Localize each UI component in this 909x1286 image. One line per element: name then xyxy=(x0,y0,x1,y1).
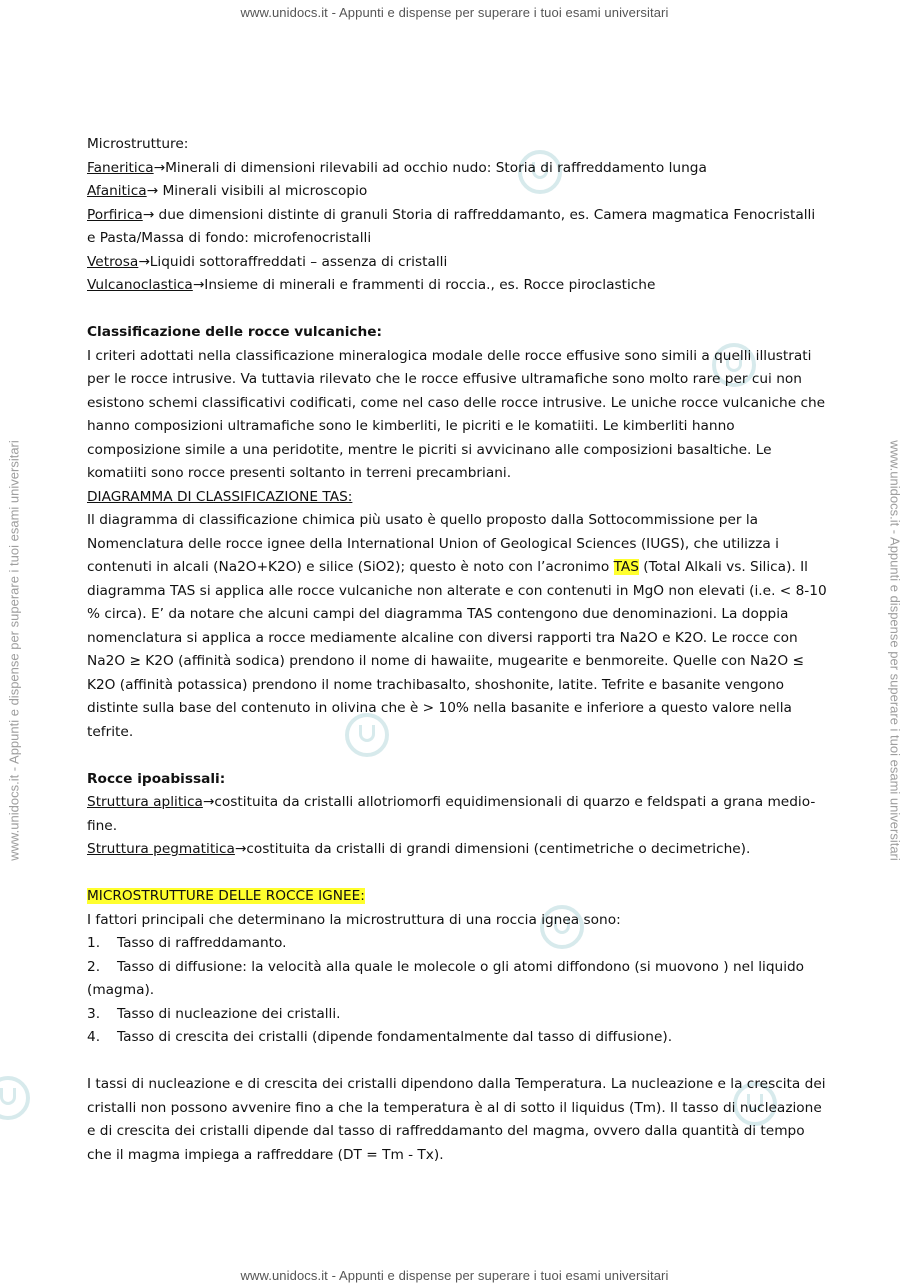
porfirica-term: Porfirica xyxy=(87,206,143,223)
volcanic-classification-paragraph: I criteri adottati nella classificazione mineralogica modale delle rocce effusive sono simili a quelli illustrati per le rocce intrusive. Va tuttavia rilevato che le rocce effusive ultramafiche sono molto rare per cui non esistono schemi classificativi codificati, come nel caso delle rocce intrusive. Le uniche rocce vulcaniche che hanno composizioni ultramafiche sono le kimberliti, le picriti e le komatiiti. Le kimberliti hanno composizione simile a una peridotite, mentre le picriti si avvicinano alle composizioni basaltiche. Le komatiiti sono rocce presenti soltanto in terreni precambriani. xyxy=(87,347,826,481)
temperature-paragraph: I tassi di nucleazione e di crescita dei cristalli dipendono dalla Temperatura. La nucleazione e la crescita dei cristalli non possono avvenire fino a che la temperatura è al di sotto il liquidus (Tm). Il tasso di nucleazione e di crescita dei cristalli dipende dal tasso di raffreddamanto del magma, ovvero dalla quantità di tempo che il magma impiega a raffreddare (DT = Tm - Tx). xyxy=(87,1076,826,1163)
page-header-watermark: www.unidocs.it - Appunti e dispense per superare i tuoi esami universitari xyxy=(240,5,669,20)
vulcanoclastica-line xyxy=(87,274,827,298)
afanitica-text: → Minerali visibili al microscopio xyxy=(146,183,368,199)
vetrosa-term: Vetrosa xyxy=(87,253,139,270)
aplitica-line xyxy=(87,791,827,838)
faneritica-line xyxy=(87,157,827,181)
igneous-microstructures-title: MICROSTRUTTURE DELLE ROCCE IGNEE: xyxy=(87,888,365,904)
hypabyssal-title: Rocce ipoabissali: xyxy=(87,770,226,787)
list-number: 1. xyxy=(87,935,101,951)
list-text: Tasso di nucleazione dei cristalli. xyxy=(117,1005,341,1022)
porfirica-text: → due dimensioni distinte di granuli Storia di raffreddamanto, es. Camera magmatica Fenocristalli e Pasta/Massa di fondo: microfenocristalli xyxy=(87,206,816,246)
list-number: 4. xyxy=(87,1029,101,1045)
document-body xyxy=(87,133,827,1167)
pegmatitica-text: →costituita da cristalli di grandi dimensioni (centimetriche o decimetriche). xyxy=(234,841,751,857)
vetrosa-text: →Liquidi sottoraffreddati – assenza di cristalli xyxy=(138,253,448,270)
volcanic-classification-title: Classificazione delle rocce vulcaniche: xyxy=(87,324,383,340)
afanitica-term: Afanitica xyxy=(87,183,147,199)
faneritica-text: →Minerali di dimensioni rilevabili ad occhio nudo: Storia di raffreddamento lunga xyxy=(153,159,707,176)
side-watermark-right: www.unidocs.it - Appunti e dispense per superare i tuoi esami universitari xyxy=(887,440,903,861)
pegmatitica-term: Struttura pegmatitica xyxy=(87,841,235,857)
igneous-intro: I fattori principali che determinano la microstruttura di una roccia ignea sono: xyxy=(87,911,621,928)
tas-diagram-title: DIAGRAMMA DI CLASSIFICAZIONE TAS: xyxy=(87,488,353,505)
list-number: 2. xyxy=(87,958,101,975)
tas-highlight: TAS xyxy=(613,559,639,575)
list-text: Tasso di crescita dei cristalli (dipende fondamentalmente dal tasso di diffusione). xyxy=(117,1029,673,1045)
list-text: Tasso di diffusione: la velocità alla quale le molecole o gli atomi diffondono (si muovono ) nel liquido (magma). xyxy=(87,958,805,998)
tas-text-after: (Total Alkali vs. Silica). Il diagramma TAS si applica alle rocce vulcaniche non alterate e con contenuti in MgO non elevati (i.e. < 8-10 % circa). E’ da notare che alcuni campi del diagramma TAS contengono due denominazioni. La doppia nomenclatura si applica a rocce mediamente alcaline con diversi rapporti tra Na2O e K2O. Le rocce con Na2O ≥ K2O (affinità sodica) prendono il nome di hawaiite, mugearite e benmoreite. Quelle con Na2O ≤ K2O (affinità potassica) prendono il nome trachibasalto, shoshonite, latite. Tefrite e basanite vengono distinte sulla base del contenuto in olivina che è > 10% nella basanite e inferiore a questo valore nella tefrite. xyxy=(87,559,827,740)
list-item xyxy=(87,956,827,1003)
aplitica-term: Struttura aplitica xyxy=(87,794,203,810)
list-item xyxy=(87,1026,827,1050)
igneous-microstructures-title-line xyxy=(87,885,827,909)
page-footer-watermark: www.unidocs.it - Appunti e dispense per superare i tuoi esami universitari xyxy=(240,1268,669,1283)
list-number: 3. xyxy=(87,1005,101,1022)
afanitica-line xyxy=(87,180,827,204)
list-item xyxy=(87,1003,827,1027)
side-watermark-left: www.unidocs.it - Appunti e dispense per superare i tuoi esami universitari xyxy=(6,440,22,861)
list-text: Tasso di raffreddamanto. xyxy=(117,935,287,951)
tas-paragraph xyxy=(87,509,827,744)
list-item xyxy=(87,932,827,956)
vulcanoclastica-text: →Insieme di minerali e frammenti di roccia., es. Rocce piroclastiche xyxy=(192,277,656,293)
vetrosa-line xyxy=(87,251,827,275)
pegmatitica-line xyxy=(87,838,827,862)
tas-text-before: Il diagramma di classificazione chimica più usato è quello proposto dalla Sottocommissione per la Nomenclatura delle rocce ignee della International Union of Geological Sciences (IUGS), che utilizza i contenuti in alcali (Na2O+K2O) e silice (SiO2); questo è noto con l’acronimo xyxy=(87,512,779,575)
microstructures-title: Microstrutture: xyxy=(87,136,189,152)
watermark-logo-icon xyxy=(0,1076,30,1120)
porfirica-line xyxy=(87,204,827,251)
aplitica-text: →costituita da cristalli allotriomorfi equidimensionali di quarzo e feldspati a grana medio-fine. xyxy=(87,794,816,834)
faneritica-term: Faneritica xyxy=(87,159,154,176)
vulcanoclastica-term: Vulcanoclastica xyxy=(87,277,193,293)
